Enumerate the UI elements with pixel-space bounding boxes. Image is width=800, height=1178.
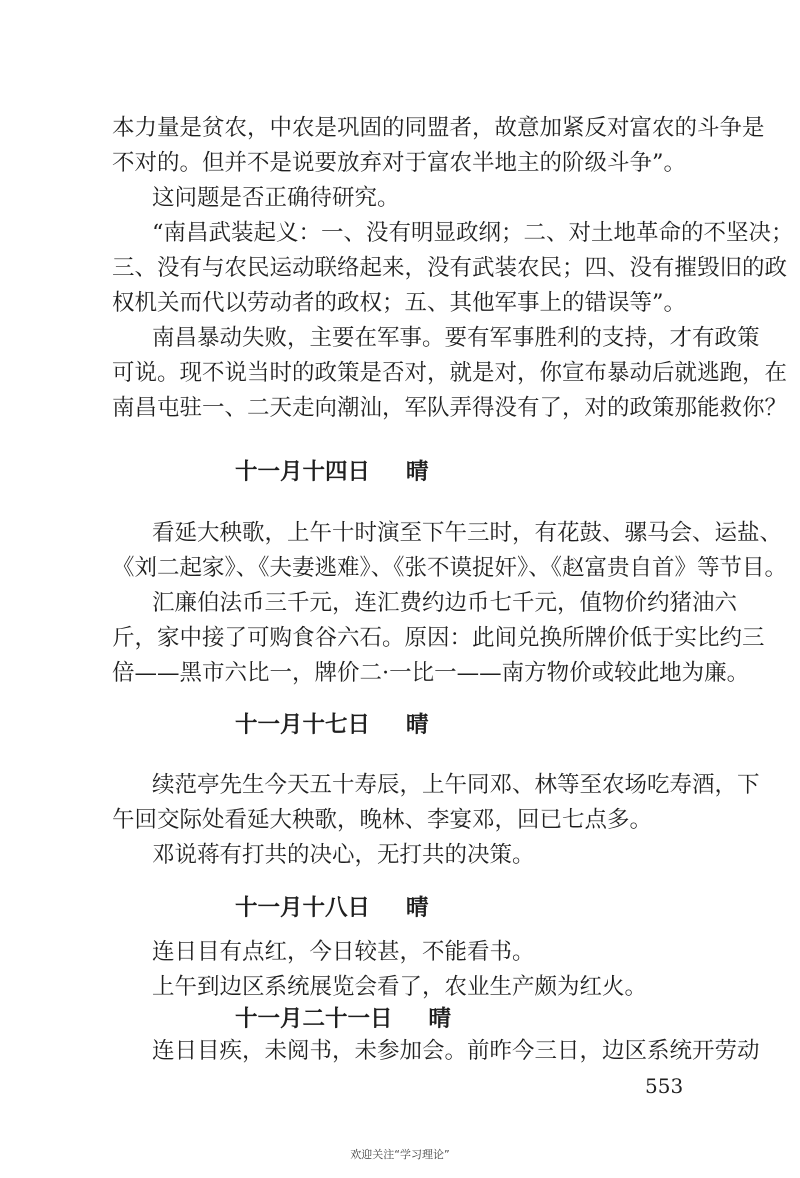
text-line: 南昌暴动失败，主要在军事。要有军事胜利的支持，才有政策 (152, 325, 760, 351)
entry-weather: 晴 (406, 895, 429, 921)
page-number: 553 (645, 1074, 684, 1098)
text-line: 《刘二起家》、《夫妻逃难》、《张不谟捉奸》、《赵富贵自首》等节目。 (112, 555, 788, 581)
text-line: 连日目有点红，今日较甚，不能看书。 (152, 939, 535, 965)
diary-entry-heading (235, 457, 429, 487)
text-line: 可说。现不说当时的政策是否对，就是对，你宣布暴动后就逃跑，在 (112, 360, 788, 386)
text-line: 续范亭先生今天五十寿辰，上午同邓、林等至农场吃寿酒，下 (152, 772, 760, 798)
text-line: “南昌武装起义：一、没有明显政纲；二、对土地革命的不坚决； (152, 220, 794, 246)
text-line: 斤，家中接了可购食谷六石。原因：此间兑换所牌价低于实比约三 (112, 625, 765, 651)
text-line: 汇廉伯法币三千元，连汇费约边币七千元，值物价约猪油六 (152, 590, 738, 616)
diary-entry-heading (235, 1004, 451, 1034)
text-line: 权机关而代以劳动者的政权；五、其他军事上的错误等”。 (112, 290, 687, 316)
text-line: 午回交际处看延大秧歌，晚林、李宴邓，回已七点多。 (112, 807, 653, 833)
entry-date: 十一月十七日 (235, 712, 371, 738)
entry-weather: 晴 (428, 1006, 452, 1032)
diary-entry-heading (235, 710, 429, 740)
text-line: 这问题是否正确待研究。 (152, 185, 400, 211)
text-line: 倍——黑市六比一，牌价二·一比一——南方物价或较此地为廉。 (112, 660, 750, 686)
text-line: 三、没有与农民运动联络起来，没有武装农民；四、没有摧毁旧的政 (112, 255, 788, 281)
entry-weather: 晴 (406, 712, 429, 738)
text-line: 邓说蒋有打共的决心，无打共的决策。 (152, 842, 535, 868)
footer-note: 欢迎关注“学习理论” (350, 1148, 450, 1161)
diary-entry-heading (235, 893, 429, 923)
entry-weather: 晴 (406, 459, 429, 485)
text-line: 上午到边区系统展览会看了，农业生产颇为红火。 (152, 974, 648, 1000)
text-line: 本力量是贫农，中农是巩固的同盟者，故意加紧反对富农的斗争是 (112, 115, 765, 141)
entry-date: 十一月十八日 (235, 895, 371, 921)
text-line: 看延大秧歌，上午十时演至下午三时，有花鼓、骡马会、运盐、 (152, 520, 783, 546)
entry-date: 十一月十四日 (235, 459, 371, 485)
text-line: 连日目疾，未阅书，未参加会。前昨今三日，边区系统开劳动 (152, 1038, 760, 1064)
text-line: 不对的。但并不是说要放弃对于富农半地主的阶级斗争”。 (112, 150, 687, 176)
text-line: 南昌屯驻一、二天走向潮汕，军队弄得没有了，对的政策那能救你？ (112, 395, 788, 421)
entry-date: 十一月二十一日 (235, 1006, 393, 1032)
